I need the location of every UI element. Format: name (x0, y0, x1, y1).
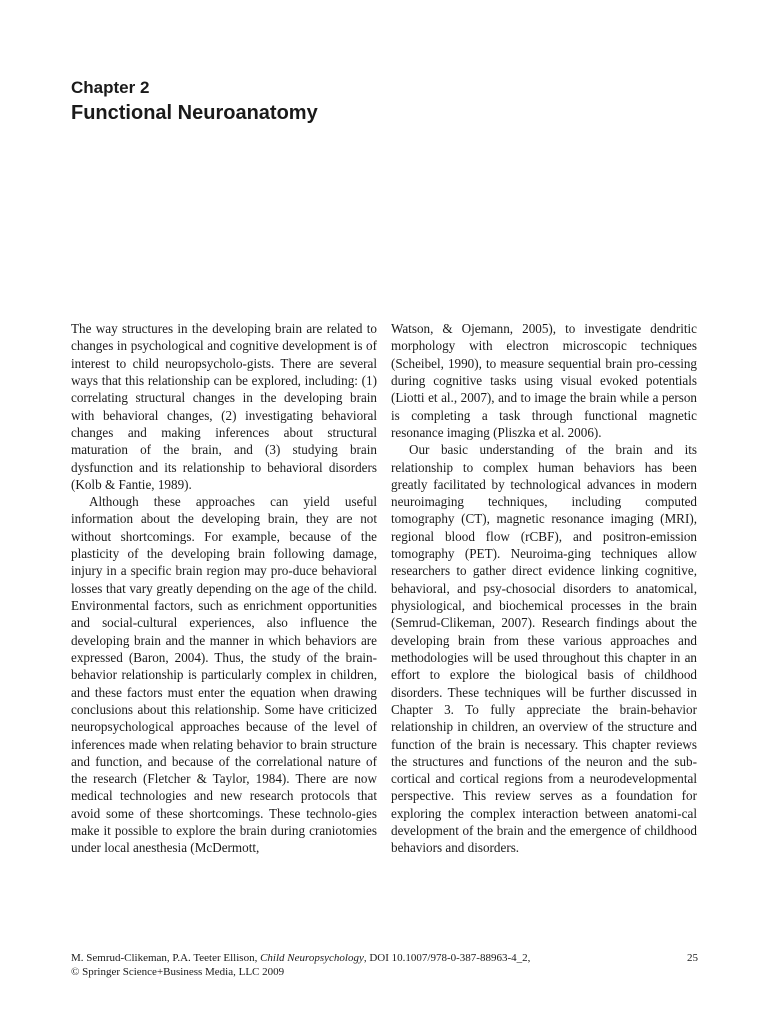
chapter-label: Chapter 2 (71, 78, 150, 97)
paragraph: The way structures in the developing brain are related to changes in psychological and cognitive development is of interest to child neuropsycholo-gists. There are several ways that this relationship can be explored, including: (1) correlating structural changes in the developing brain with behavioral changes, (2) investigating behavioral changes and making inferences about structural maturation of the brain, and (3) studying brain dysfunction and its relationship to behavioral disorders (Kolb & Fantie, 1989). (71, 321, 377, 492)
citation-line (71, 951, 698, 965)
page-number: 25 (687, 952, 698, 964)
left-column (71, 320, 377, 857)
paragraph: Although these approaches can yield useful information about the developing brain, they are not without shortcomings. For example, because of the plasticity of the developing brain following damage, injury in a specific brain region may pro-duce behavioral losses that vary greatly depending on the age of the child. Environmental factors, such as enrichment opportunities and social-cultural experiences, also influence the developing brain and the manner in which behaviors are expressed (Baron, 2004). Thus, the study of the brain-behavior relationship is particularly complex in children, and these factors must enter the equation when drawing conclusions about this relationship. Some have criticized neuropsychological approaches because of the level of inferences made when relating behavior to brain structure and function, and because of the correlational nature of the research (Fletcher & Taylor, 1984). There are now medical technologies and new research protocols that avoid some of these shortcomings. These technolo-gies make it possible to explore the brain during craniotomies under local anesthesia (McDermott, (71, 494, 377, 856)
page-footer (71, 951, 698, 979)
right-column (391, 320, 697, 857)
footer-doi: , DOI 10.1007/978-0-387-88963-4_2, (363, 952, 531, 964)
paragraph: Our basic understanding of the brain and its relationship to complex human behaviors has been greatly facilitated by technological advances in modern neuroimaging techniques, including computed tomography (CT), magnetic resonance imaging (MRI), regional blood flow (rCBF), and positron-emission tomography (PET). Neuroima-ging techniques allow researchers to gather direct evidence linking cognitive, behavioral, and psy-chosocial disorders to anatomical, physiological, and biochemical processes in the brain (Semrud-Clikeman, 2007). Research findings about the developing brain from these various approaches and methodologies will be used throughout this chapter in an effort to explore the biological basis of childhood disorders. These techniques will be further discussed in Chapter 3. To fully appreciate the brain-behavior relationship in children, an overview of the structure and function of the brain is necessary. This chapter reviews the structures and functions of the neuron and the sub-cortical and cortical regions from a neurodevelopmental perspective. This review serves as a foundation for exploring the complex interaction between anatomi-cal development of the brain and the emergence of childhood behaviors and disorders. (391, 442, 697, 856)
footer-book-title: Child Neuropsychology (260, 952, 364, 964)
chapter-title: Functional Neuroanatomy (71, 102, 318, 124)
copyright-line: © Springer Science+Business Media, LLC 2009 (71, 966, 285, 978)
footer-authors: M. Semrud-Clikeman, P.A. Teeter Ellison, (71, 952, 261, 964)
paragraph: Watson, & Ojemann, 2005), to investigate dendritic morphology with electron microscopic techniques (Scheibel, 1990), to measure sequential brain pro-cessing during cognitive tasks using visual evoked potentials (Liotti et al., 2007), and to image the brain while a person is completing a task through functional magnetic resonance imaging (Pliszka et al. 2006). (391, 321, 697, 440)
